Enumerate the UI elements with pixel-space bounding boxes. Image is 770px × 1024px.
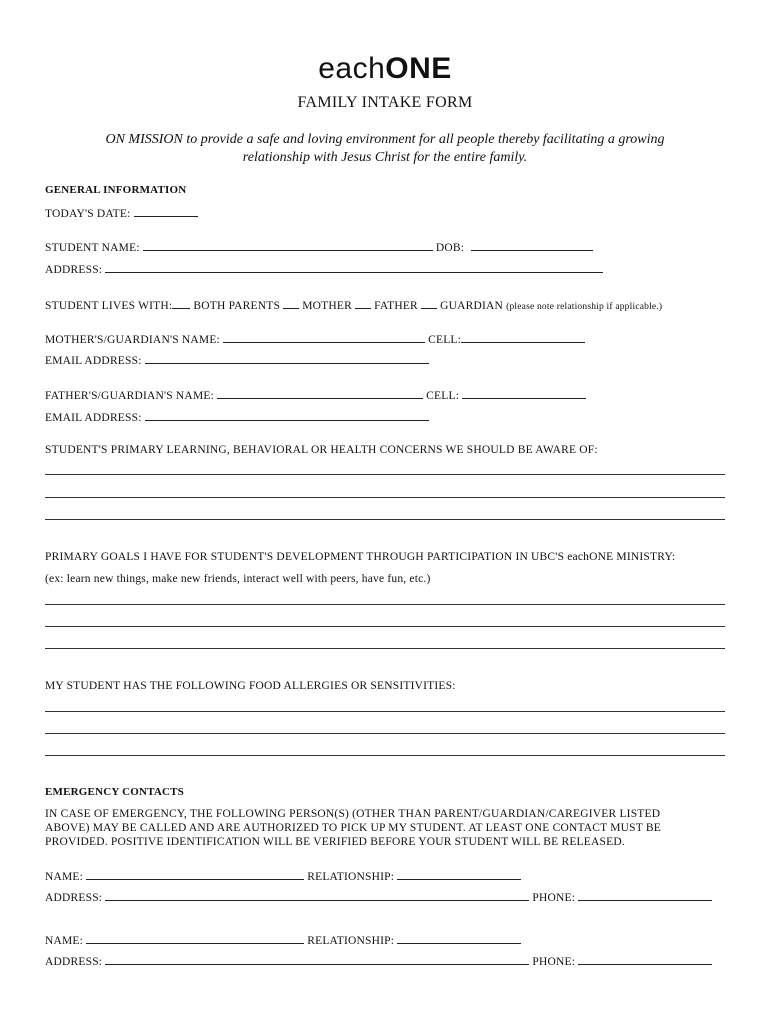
father-cell-label: CELL: (426, 390, 460, 402)
goals-line-1[interactable] (45, 604, 725, 605)
todays-date-label: TODAY'S DATE: (45, 208, 131, 220)
emergency-paragraph (45, 807, 725, 849)
contact1-name-field[interactable] (86, 869, 304, 880)
mission-line-1: ON MISSION to provide a safe and loving environment for all people thereby facilitating a growing (105, 132, 665, 147)
allergies-line-3[interactable] (45, 755, 725, 756)
father-name-field[interactable] (217, 388, 423, 399)
father-name-row (45, 388, 586, 402)
concerns-line-1[interactable] (45, 474, 725, 475)
concerns-line-3[interactable] (45, 519, 725, 520)
allergies-line-1[interactable] (45, 711, 725, 712)
lives-with-row (45, 298, 662, 312)
emergency-paragraph-line-2: ABOVE) MAY BE CALLED AND ARE AUTHORIZED TO PICK UP MY STUDENT. AT LEAST ONE CONTACT MUST BE (45, 822, 661, 834)
dob-label: DOB: (435, 242, 465, 254)
guardian-note: (please note relationship if applicable.) (506, 302, 663, 312)
emergency-paragraph-line-3: PROVIDED. POSITIVE IDENTIFICATION WILL BE VERIFIED BEFORE YOUR STUDENT WILL BE RELEASED. (45, 836, 625, 848)
contact1-address-field[interactable] (105, 890, 529, 901)
lives-with-label: STUDENT LIVES WITH: (45, 300, 173, 312)
both-parents-check[interactable] (172, 298, 190, 309)
address-row (45, 262, 603, 276)
dob-field[interactable] (471, 240, 593, 251)
goals-example: (ex: learn new things, make new friends, interact well with peers, have fun, etc.) (45, 573, 431, 585)
student-name-label: STUDENT NAME: (45, 242, 140, 254)
contact2-relationship-label: RELATIONSHIP: (307, 935, 395, 947)
contact2-address-label: ADDRESS: (45, 956, 103, 968)
form-title: FAMILY INTAKE FORM (297, 94, 473, 111)
allergies-line-2[interactable] (45, 733, 725, 734)
father-email-field[interactable] (145, 410, 429, 421)
mother-email-field[interactable] (145, 353, 429, 364)
contact1-name-label: NAME: (45, 871, 84, 883)
emergency-contacts-heading: EMERGENCY CONTACTS (45, 786, 184, 798)
concerns-label: STUDENT'S PRIMARY LEARNING, BEHAVIORAL OR HEALTH CONCERNS WE SHOULD BE AWARE OF: (45, 444, 598, 456)
father-name-label: FATHER'S/GUARDIAN'S NAME: (45, 390, 214, 402)
contact2-name-row (45, 933, 521, 947)
mother-cell-label: CELL: (428, 334, 462, 346)
concerns-line-2[interactable] (45, 497, 725, 498)
todays-date-field[interactable] (134, 206, 198, 217)
mother-name-field[interactable] (223, 332, 425, 343)
contact2-name-field[interactable] (86, 933, 304, 944)
mother-email-label: EMAIL ADDRESS: (45, 355, 142, 367)
logo-light-text: each (318, 52, 386, 85)
address-label: ADDRESS: (45, 264, 103, 276)
contact2-phone-label: PHONE: (532, 956, 576, 968)
mother-email-row (45, 353, 429, 367)
contact1-address-row (45, 890, 712, 904)
contact1-phone-field[interactable] (578, 890, 712, 901)
father-cell-field[interactable] (462, 388, 586, 399)
contact2-address-row (45, 954, 712, 968)
contact2-address-field[interactable] (105, 954, 529, 965)
contact2-phone-field[interactable] (578, 954, 712, 965)
goals-label: PRIMARY GOALS I HAVE FOR STUDENT'S DEVELOPMENT THROUGH PARTICIPATION IN UBC'S eachONE MINISTRY: (45, 551, 676, 563)
guardian-check[interactable] (421, 298, 437, 309)
contact2-relationship-field[interactable] (397, 933, 521, 944)
mission-statement (50, 131, 720, 167)
mother-name-label: MOTHER'S/GUARDIAN'S NAME: (45, 334, 220, 346)
both-parents-label: BOTH PARENTS (193, 300, 281, 312)
mission-line-2: relationship with Jesus Christ for the entire family. (242, 150, 528, 165)
eachone-logo (0, 52, 770, 86)
contact2-name-label: NAME: (45, 935, 84, 947)
student-name-row (45, 240, 593, 254)
logo-bold-text: ONE (385, 52, 452, 85)
father-email-row (45, 410, 429, 424)
mother-option-label: MOTHER (302, 300, 352, 312)
student-name-field[interactable] (143, 240, 433, 251)
father-email-label: EMAIL ADDRESS: (45, 412, 142, 424)
contact1-relationship-field[interactable] (397, 869, 521, 880)
allergies-label: MY STUDENT HAS THE FOLLOWING FOOD ALLERGIES OR SENSITIVITIES: (45, 680, 456, 692)
mother-check[interactable] (283, 298, 299, 309)
general-information-heading: GENERAL INFORMATION (45, 184, 187, 196)
contact1-phone-label: PHONE: (532, 892, 576, 904)
goals-line-3[interactable] (45, 648, 725, 649)
father-option-label: FATHER (374, 300, 418, 312)
mother-cell-field[interactable] (461, 332, 585, 343)
contact1-relationship-label: RELATIONSHIP: (307, 871, 395, 883)
goals-line-2[interactable] (45, 626, 725, 627)
guardian-option-label: GUARDIAN (440, 300, 504, 312)
contact1-address-label: ADDRESS: (45, 892, 103, 904)
todays-date-row (45, 206, 198, 220)
mother-name-row (45, 332, 585, 346)
contact1-name-row (45, 869, 521, 883)
emergency-paragraph-line-1: IN CASE OF EMERGENCY, THE FOLLOWING PERSON(S) (OTHER THAN PARENT/GUARDIAN/CAREGIVER LISTED (45, 808, 661, 820)
father-check[interactable] (355, 298, 371, 309)
address-field[interactable] (105, 262, 603, 273)
